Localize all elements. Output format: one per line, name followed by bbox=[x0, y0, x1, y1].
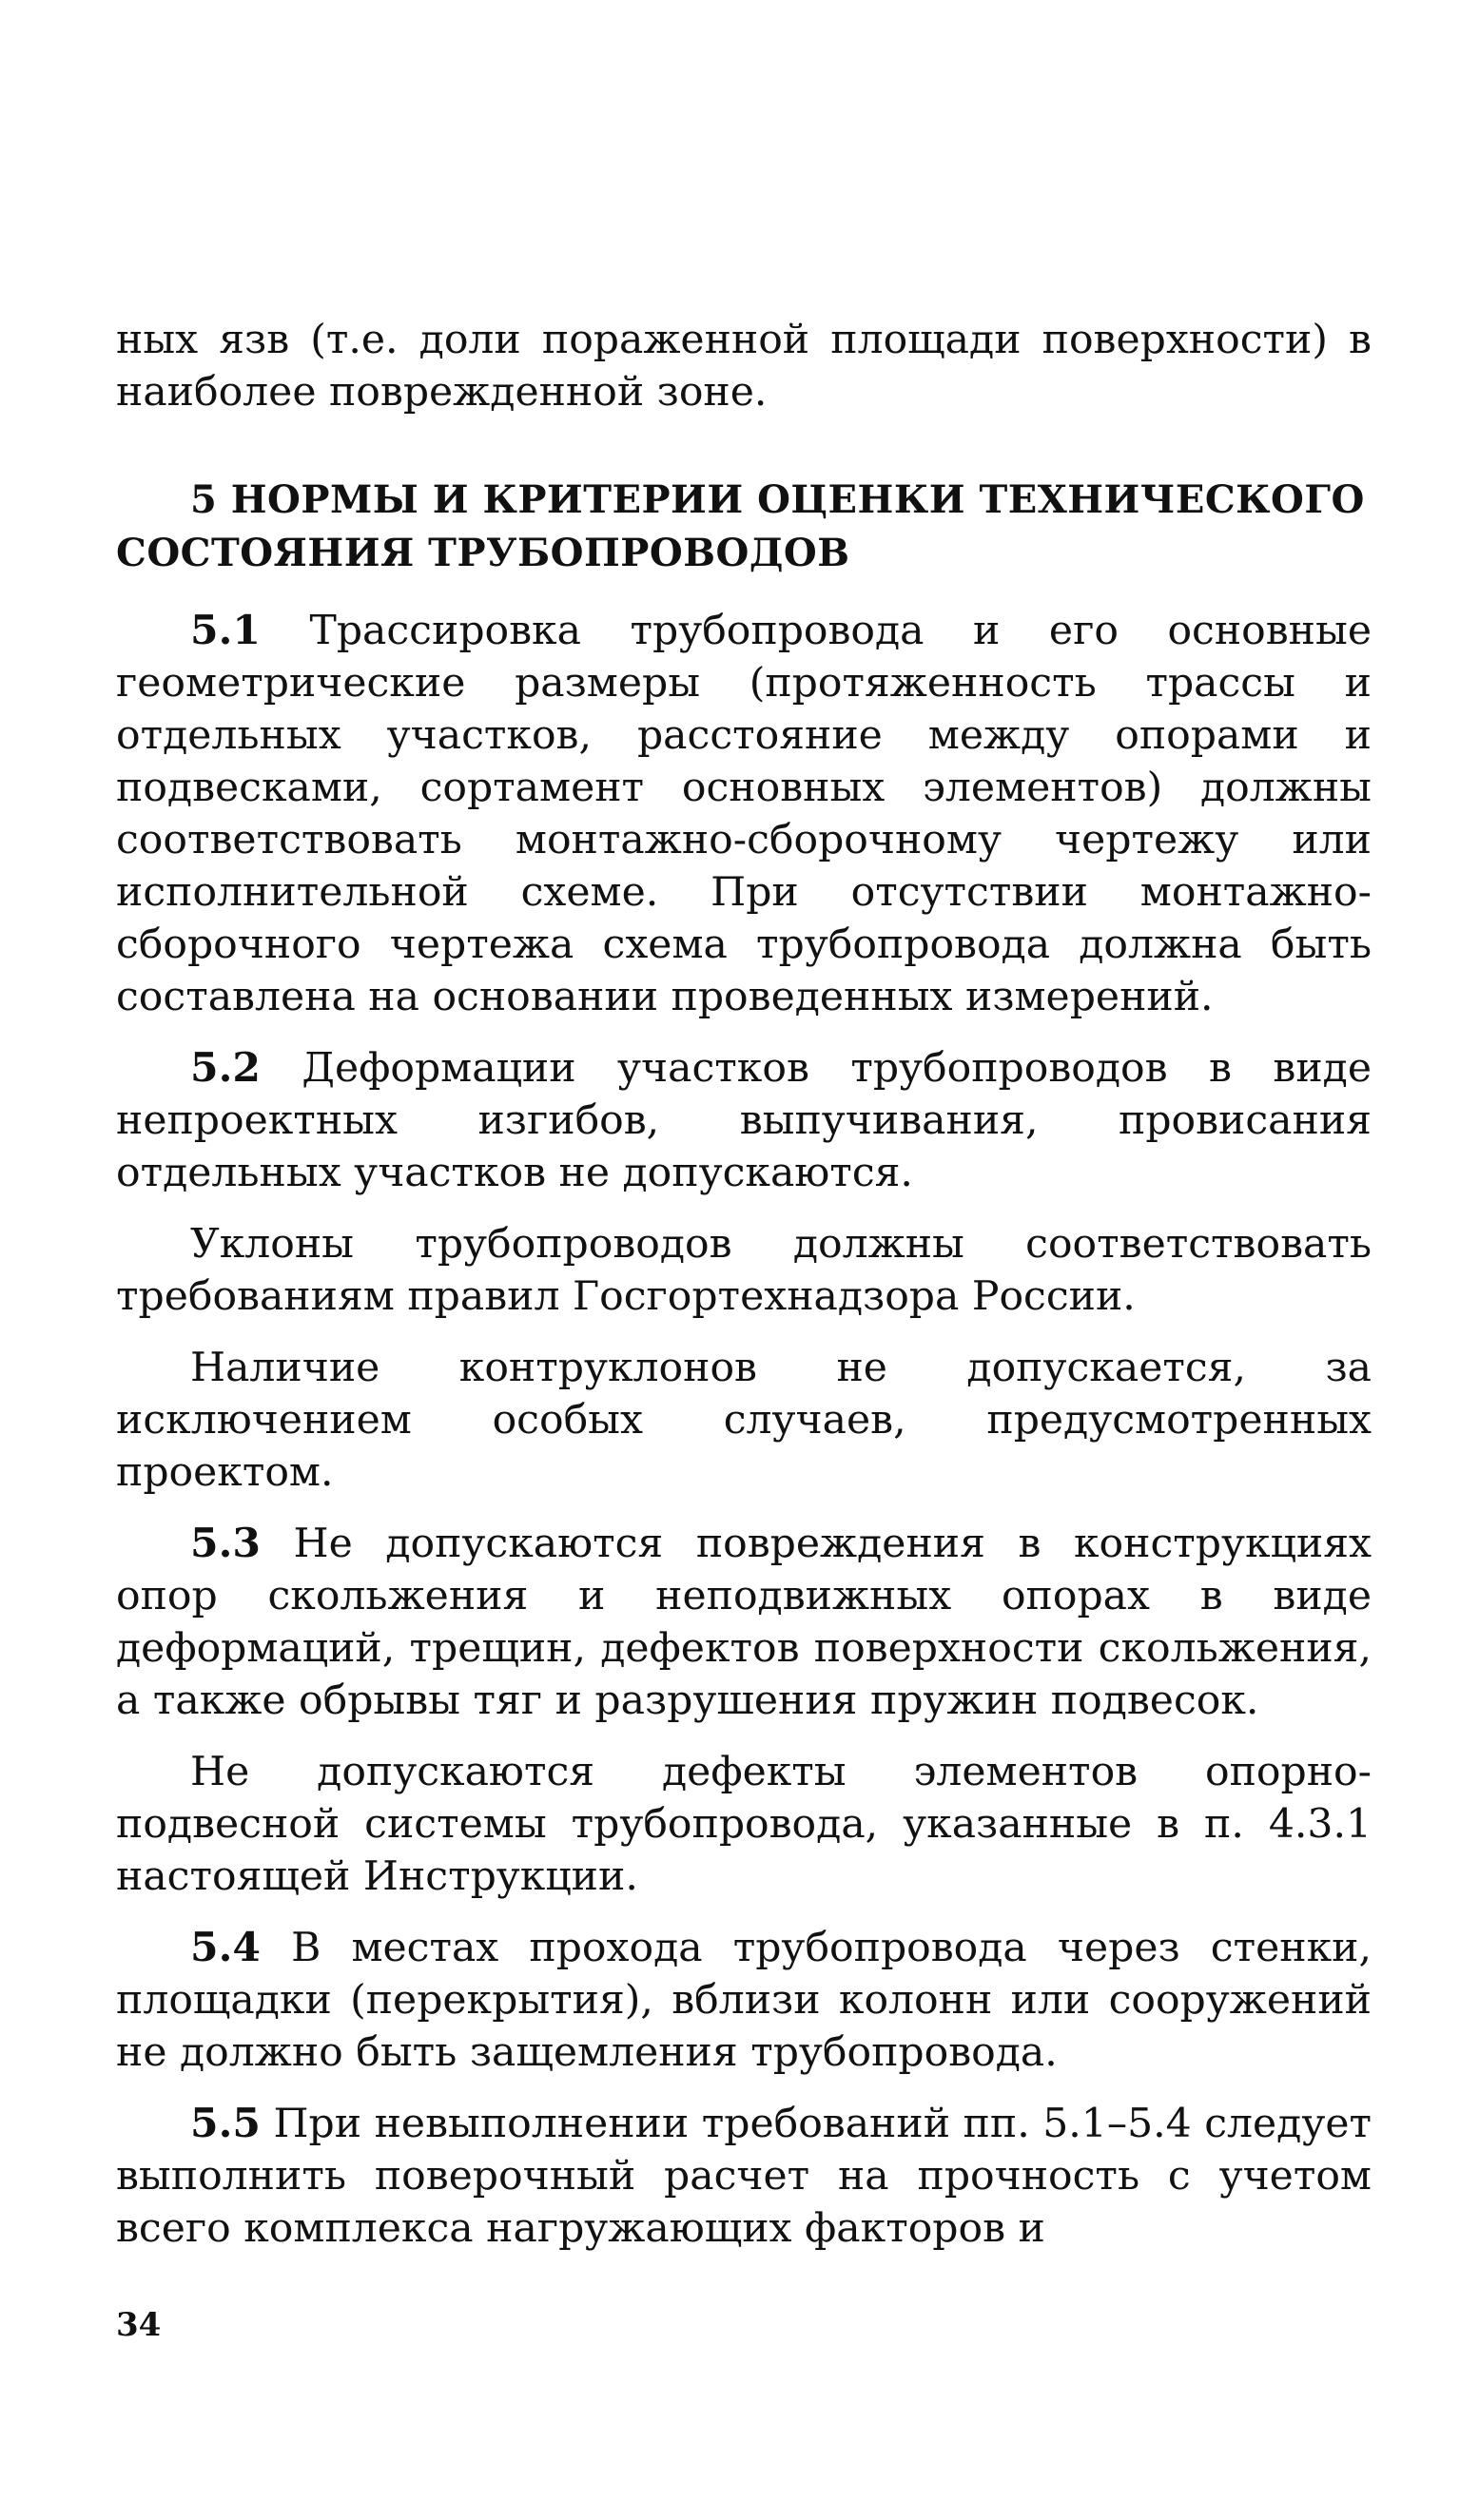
paragraph-counter-slopes bbox=[116, 1342, 1372, 1499]
paragraph-5-4 bbox=[116, 1922, 1372, 2079]
page-body bbox=[116, 314, 1372, 2274]
paragraph-number: 5.5 bbox=[190, 2100, 261, 2147]
section-title-line1: 5 НОРМЫ И КРИТЕРИИ ОЦЕНКИ ТЕХНИЧЕСКОГО bbox=[190, 477, 1365, 522]
section-title-line2: СОСТОЯНИЯ ТРУБОПРОВОДОВ bbox=[116, 531, 850, 575]
paragraph-text: При невыполнении требований пп. 5.1–5.4 следует выполнить поверочный расчет на прочность с учетом всего комплекса нагружающих факторов и bbox=[116, 2101, 1372, 2252]
paragraph-text: В местах прохода трубопровода через стенки, площадки (перекрытия), вблизи колонн или сооружений не должно быть защемления трубопровода. bbox=[116, 1925, 1372, 2076]
paragraph-text: Уклоны трубопроводов должны соответствовать требованиям правил Госгортехнадзора России. bbox=[116, 1221, 1372, 1320]
paragraph-5-1 bbox=[116, 605, 1372, 1023]
section-heading bbox=[116, 474, 1372, 580]
paragraph-5-5 bbox=[116, 2098, 1372, 2255]
page-number: 34 bbox=[116, 2306, 162, 2344]
intro-paragraph bbox=[116, 314, 1372, 418]
paragraph-slopes bbox=[116, 1218, 1372, 1323]
paragraph-text: Деформации участков трубопроводов в виде непроектных изгибов, выпучивания, провисания отдельных участков не допускаются. bbox=[116, 1045, 1372, 1196]
paragraph-5-2 bbox=[116, 1042, 1372, 1199]
paragraph-text: Наличие контруклонов не допускается, за исключением особых случаев, предусмотренных проектом. bbox=[116, 1345, 1372, 1496]
paragraph-text: Не допускаются повреждения в конструкциях опор скольжения и неподвижных опорах в виде деформаций, трещин, дефектов поверхности скольжения, а также обрывы тяг и разрушения пружин подвесок. bbox=[116, 1521, 1372, 1724]
paragraph-number: 5.1 bbox=[190, 607, 261, 654]
paragraph-5-3 bbox=[116, 1518, 1372, 1727]
paragraph-number: 5.2 bbox=[190, 1044, 261, 1092]
intro-text: ных язв (т.е. доли пораженной площади поверхности) в наиболее поврежденной зоне. bbox=[116, 317, 1372, 416]
paragraph-number: 5.3 bbox=[190, 1520, 261, 1567]
paragraph-text: Не допускаются дефекты элементов опорно-подвесной системы трубопровода, указанные в п. 4.3.1 настоящей Инструкции. bbox=[116, 1749, 1372, 1900]
paragraph-text: Трассировка трубопровода и его основные геометрические размеры (протяженность трассы и отдельных участков, расстояние между опорами и подвесками, сортамент основных элементов) должны соответствовать монтажно-сборочному чертежу или исполнительной схеме. При отсутствии монтажно-сборочного чертежа схема трубопровода должна быть составлена на основании проведенных измерений. bbox=[116, 608, 1372, 1020]
paragraph-support-defects bbox=[116, 1746, 1372, 1903]
paragraph-number: 5.4 bbox=[190, 1924, 261, 1971]
